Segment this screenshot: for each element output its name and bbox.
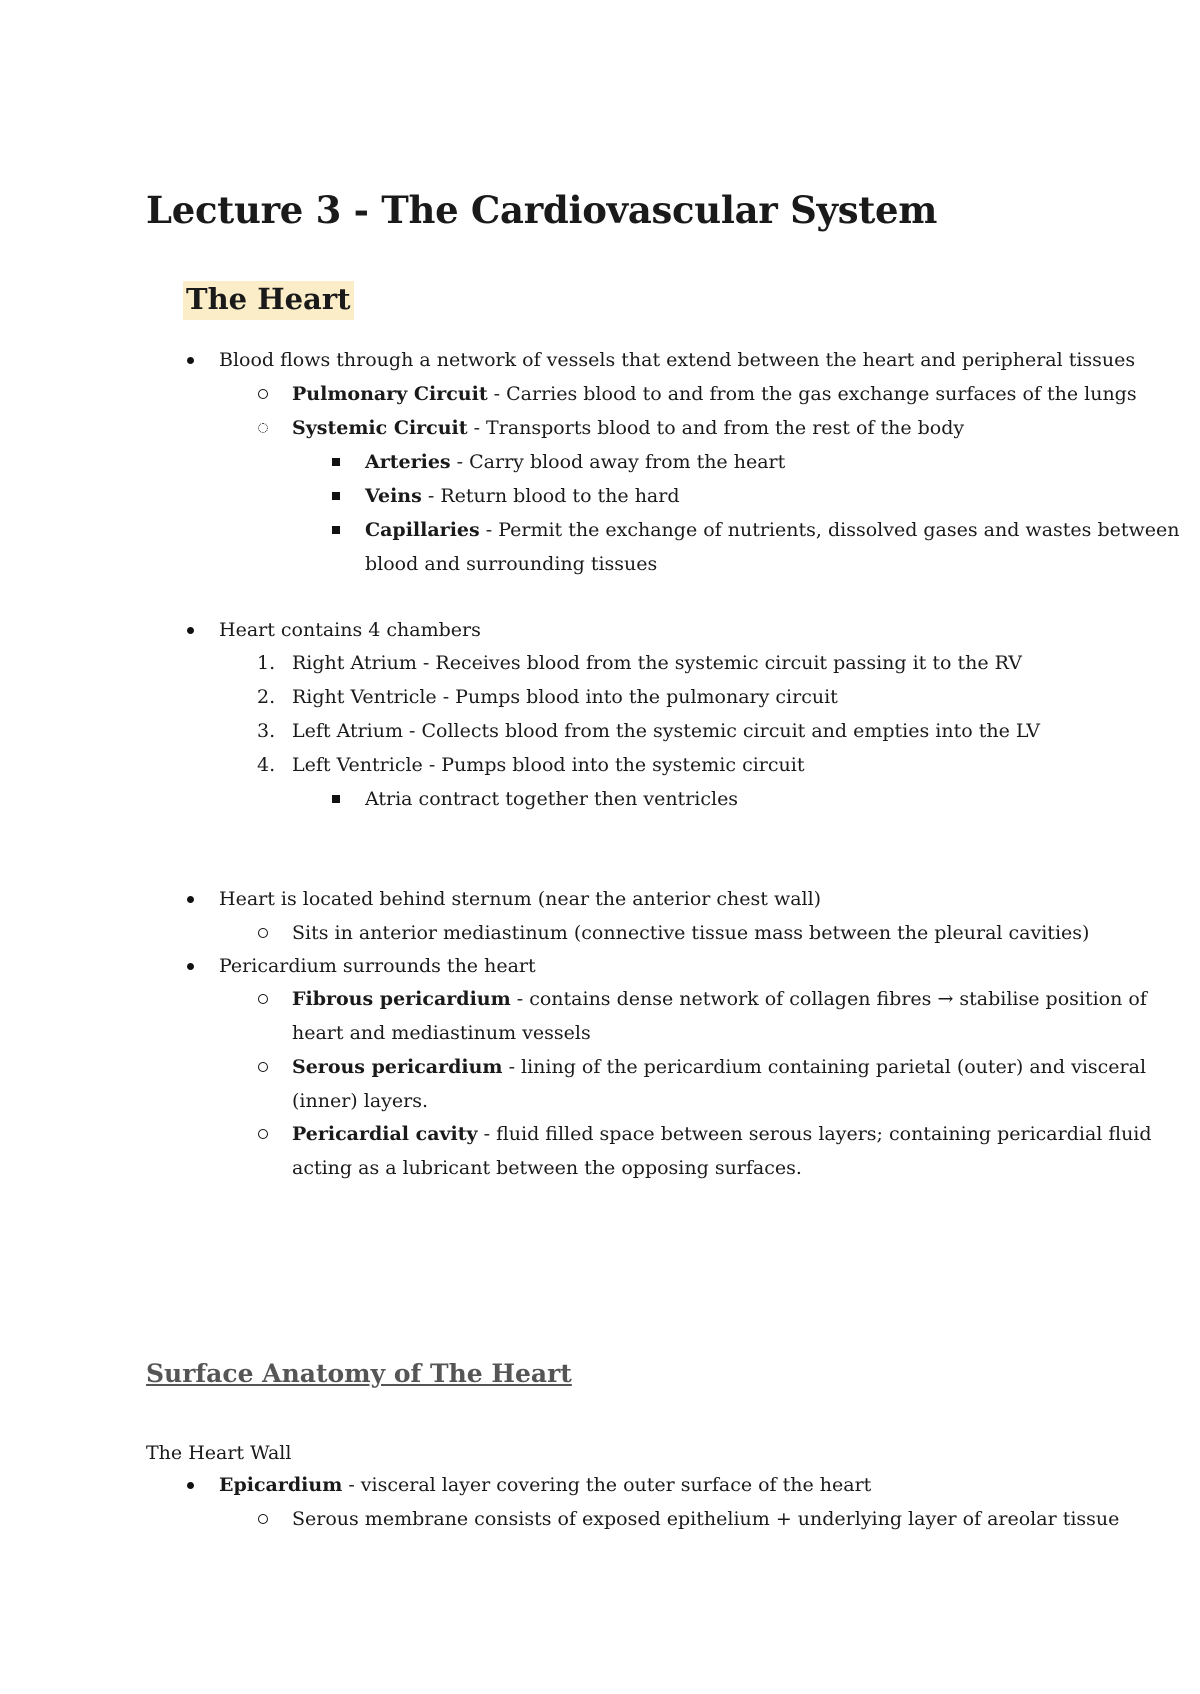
bullet-disc-icon bbox=[187, 963, 194, 970]
definition-text: - Transports blood to and from the rest of the body bbox=[467, 417, 965, 439]
continuation-text: acting as a lubricant between the opposing surfaces. bbox=[292, 1157, 802, 1179]
bullet-disc-icon bbox=[187, 357, 194, 364]
section-heading-the-heart: The Heart bbox=[183, 281, 354, 320]
bullet-circle-icon bbox=[258, 1129, 268, 1139]
list-item-text: Pericardium surrounds the heart bbox=[219, 955, 536, 977]
definition-text: - contains dense network of collagen fibres → stabilise position of bbox=[510, 988, 1147, 1010]
term-pericardial-cavity: Pericardial cavity bbox=[292, 1123, 478, 1145]
term-pulmonary-circuit: Pulmonary Circuit bbox=[292, 383, 488, 405]
term-fibrous-pericardium: Fibrous pericardium bbox=[292, 988, 511, 1010]
list-item-text: Blood flows through a network of vessels that extend between the heart and peripheral tissues bbox=[219, 349, 1136, 371]
list-item-text: Atria contract together then ventricles bbox=[365, 788, 739, 810]
bullet-square-icon bbox=[332, 795, 340, 803]
bullet-circle-icon bbox=[258, 423, 268, 433]
numbered-item bbox=[257, 714, 1040, 748]
definition-text: - Permit the exchange of nutrients, dissolved gases and wastes between bbox=[479, 519, 1180, 541]
list-item-text: Right Ventricle - Pumps blood into the pulmonary circuit bbox=[292, 686, 838, 708]
definition-text: - lining of the pericardium containing parietal (outer) and visceral bbox=[502, 1056, 1147, 1078]
bullet-circle-icon bbox=[258, 994, 268, 1004]
bullet-circle-icon bbox=[258, 1062, 268, 1072]
numbered-item bbox=[257, 680, 838, 714]
bullet-disc-icon bbox=[187, 896, 194, 903]
subheading-heart-wall: The Heart Wall bbox=[146, 1442, 292, 1464]
bullet-circle-icon bbox=[258, 389, 268, 399]
definition-text: - Carry blood away from the heart bbox=[450, 451, 786, 473]
continuation-text: (inner) layers. bbox=[292, 1090, 428, 1112]
item-number: 2. bbox=[257, 686, 276, 708]
definition-text: - visceral layer covering the outer surface of the heart bbox=[342, 1474, 872, 1496]
term-epicardium: Epicardium bbox=[219, 1474, 343, 1496]
list-item-text: Left Ventricle - Pumps blood into the systemic circuit bbox=[292, 754, 805, 776]
numbered-item bbox=[257, 748, 805, 782]
continuation-text: heart and mediastinum vessels bbox=[292, 1022, 591, 1044]
definition-text: - Return blood to the hard bbox=[421, 485, 680, 507]
section-heading-surface-anatomy: Surface Anatomy of The Heart bbox=[146, 1359, 572, 1388]
term-systemic-circuit: Systemic Circuit bbox=[292, 417, 468, 439]
list-item-text: Serous membrane consists of exposed epithelium + underlying layer of areolar tissue bbox=[292, 1508, 1120, 1530]
term-veins: Veins bbox=[365, 485, 422, 507]
item-number: 4. bbox=[257, 754, 276, 776]
list-item-text: Sits in anterior mediastinum (connective tissue mass between the pleural cavities) bbox=[292, 922, 1090, 944]
term-arteries: Arteries bbox=[365, 451, 451, 473]
numbered-item bbox=[257, 646, 1022, 680]
item-number: 3. bbox=[257, 720, 276, 742]
list-item-text: Right Atrium - Receives blood from the systemic circuit passing it to the RV bbox=[292, 652, 1022, 674]
bullet-square-icon bbox=[332, 458, 340, 466]
bullet-square-icon bbox=[332, 526, 340, 534]
bullet-disc-icon bbox=[187, 627, 194, 634]
list-item-text: Left Atrium - Collects blood from the systemic circuit and empties into the LV bbox=[292, 720, 1040, 742]
page-title: Lecture 3 - The Cardiovascular System bbox=[146, 188, 938, 232]
bullet-disc-icon bbox=[187, 1482, 194, 1489]
definition-text: - Carries blood to and from the gas exchange surfaces of the lungs bbox=[487, 383, 1137, 405]
term-serous-pericardium: Serous pericardium bbox=[292, 1056, 503, 1078]
bullet-circle-icon bbox=[258, 1514, 268, 1524]
term-capillaries: Capillaries bbox=[365, 519, 480, 541]
definition-text: - fluid filled space between serous layers; containing pericardial fluid bbox=[477, 1123, 1152, 1145]
continuation-text: blood and surrounding tissues bbox=[365, 553, 658, 575]
list-item-text: Heart is located behind sternum (near the anterior chest wall) bbox=[219, 888, 822, 910]
item-number: 1. bbox=[257, 652, 276, 674]
list-item-text: Heart contains 4 chambers bbox=[219, 619, 481, 641]
bullet-circle-icon bbox=[258, 928, 268, 938]
bullet-square-icon bbox=[332, 492, 340, 500]
